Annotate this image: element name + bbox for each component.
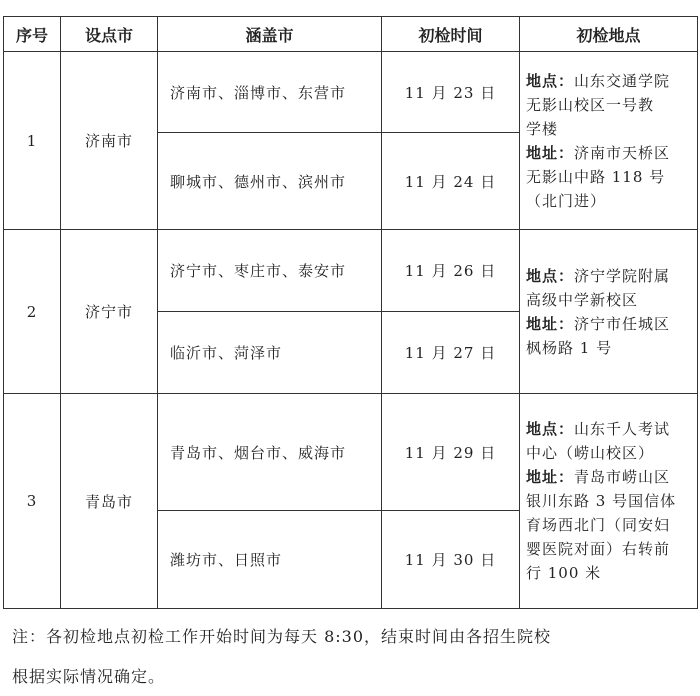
header-index: 序号 [4, 17, 61, 52]
header-exam-date: 初检时间 [382, 17, 520, 52]
covered-cities: 青岛市、烟台市、威海市 [158, 394, 382, 511]
site-label: 地点： [526, 266, 575, 285]
note-line: 根据实际情况确定。 [12, 667, 166, 686]
row-index: 3 [4, 394, 61, 609]
host-city: 济南市 [61, 52, 158, 230]
covered-cities: 潍坊市、日照市 [158, 511, 382, 609]
exam-location [520, 52, 698, 230]
exam-date: 11 月 29 日 [382, 394, 520, 511]
covered-cities: 聊城市、德州市、滨州市 [158, 133, 382, 230]
table-row [4, 394, 698, 511]
exam-schedule-table [3, 16, 698, 609]
address-label: 地址： [526, 314, 575, 333]
address-text: （北门进） [526, 191, 607, 210]
header-exam-location: 初检地点 [520, 17, 698, 52]
header-host-city: 设点市 [61, 17, 158, 52]
address-text: 育场西北门（同安妇 [526, 516, 671, 534]
header-row [4, 17, 698, 52]
host-city: 青岛市 [61, 394, 158, 609]
host-city: 济宁市 [61, 230, 158, 394]
table-row [4, 52, 698, 133]
exam-date: 11 月 30 日 [382, 511, 520, 609]
row-index: 1 [4, 52, 61, 230]
address-text: 济宁市任城区 [574, 314, 671, 333]
address-text: 枫杨路 1 号 [526, 338, 613, 357]
site-text: 中心（崂山校区） [526, 444, 655, 462]
address-label: 地址： [526, 143, 575, 162]
exam-location [520, 230, 698, 394]
covered-cities: 济宁市、枣庄市、泰安市 [158, 230, 382, 312]
site-text: 山东千人考试 [574, 420, 671, 438]
header-covered-cities: 涵盖市 [158, 17, 382, 52]
exam-date: 11 月 24 日 [382, 133, 520, 230]
site-text: 学楼 [526, 119, 559, 138]
address-label: 地址： [526, 468, 575, 486]
address-text: 银川东路 3 号国信体 [526, 492, 677, 510]
exam-date: 11 月 26 日 [382, 230, 520, 312]
site-text: 无影山校区一号教 [526, 95, 655, 114]
exam-date: 11 月 27 日 [382, 312, 520, 394]
site-label: 地点： [526, 71, 575, 90]
row-index: 2 [4, 230, 61, 394]
note-line: 注：各初检地点初检工作开始时间为每天 8:30，结束时间由各招生院校 [12, 627, 552, 646]
exam-date: 11 月 23 日 [382, 52, 520, 133]
site-text: 济宁学院附属 [574, 266, 671, 285]
covered-cities: 临沂市、菏泽市 [158, 312, 382, 394]
address-text: 行 100 米 [526, 564, 602, 582]
table-row [4, 230, 698, 312]
site-label: 地点： [526, 420, 575, 438]
address-text: 济南市天桥区 [574, 143, 671, 162]
address-text: 青岛市崂山区 [574, 468, 671, 486]
address-text: 无影山中路 118 号 [526, 167, 666, 186]
address-text: 婴医院对面）右转前 [526, 540, 671, 558]
exam-location [520, 394, 698, 609]
site-text: 山东交通学院 [574, 71, 671, 90]
site-text: 高级中学新校区 [526, 290, 639, 309]
covered-cities: 济南市、淄博市、东营市 [158, 52, 382, 133]
